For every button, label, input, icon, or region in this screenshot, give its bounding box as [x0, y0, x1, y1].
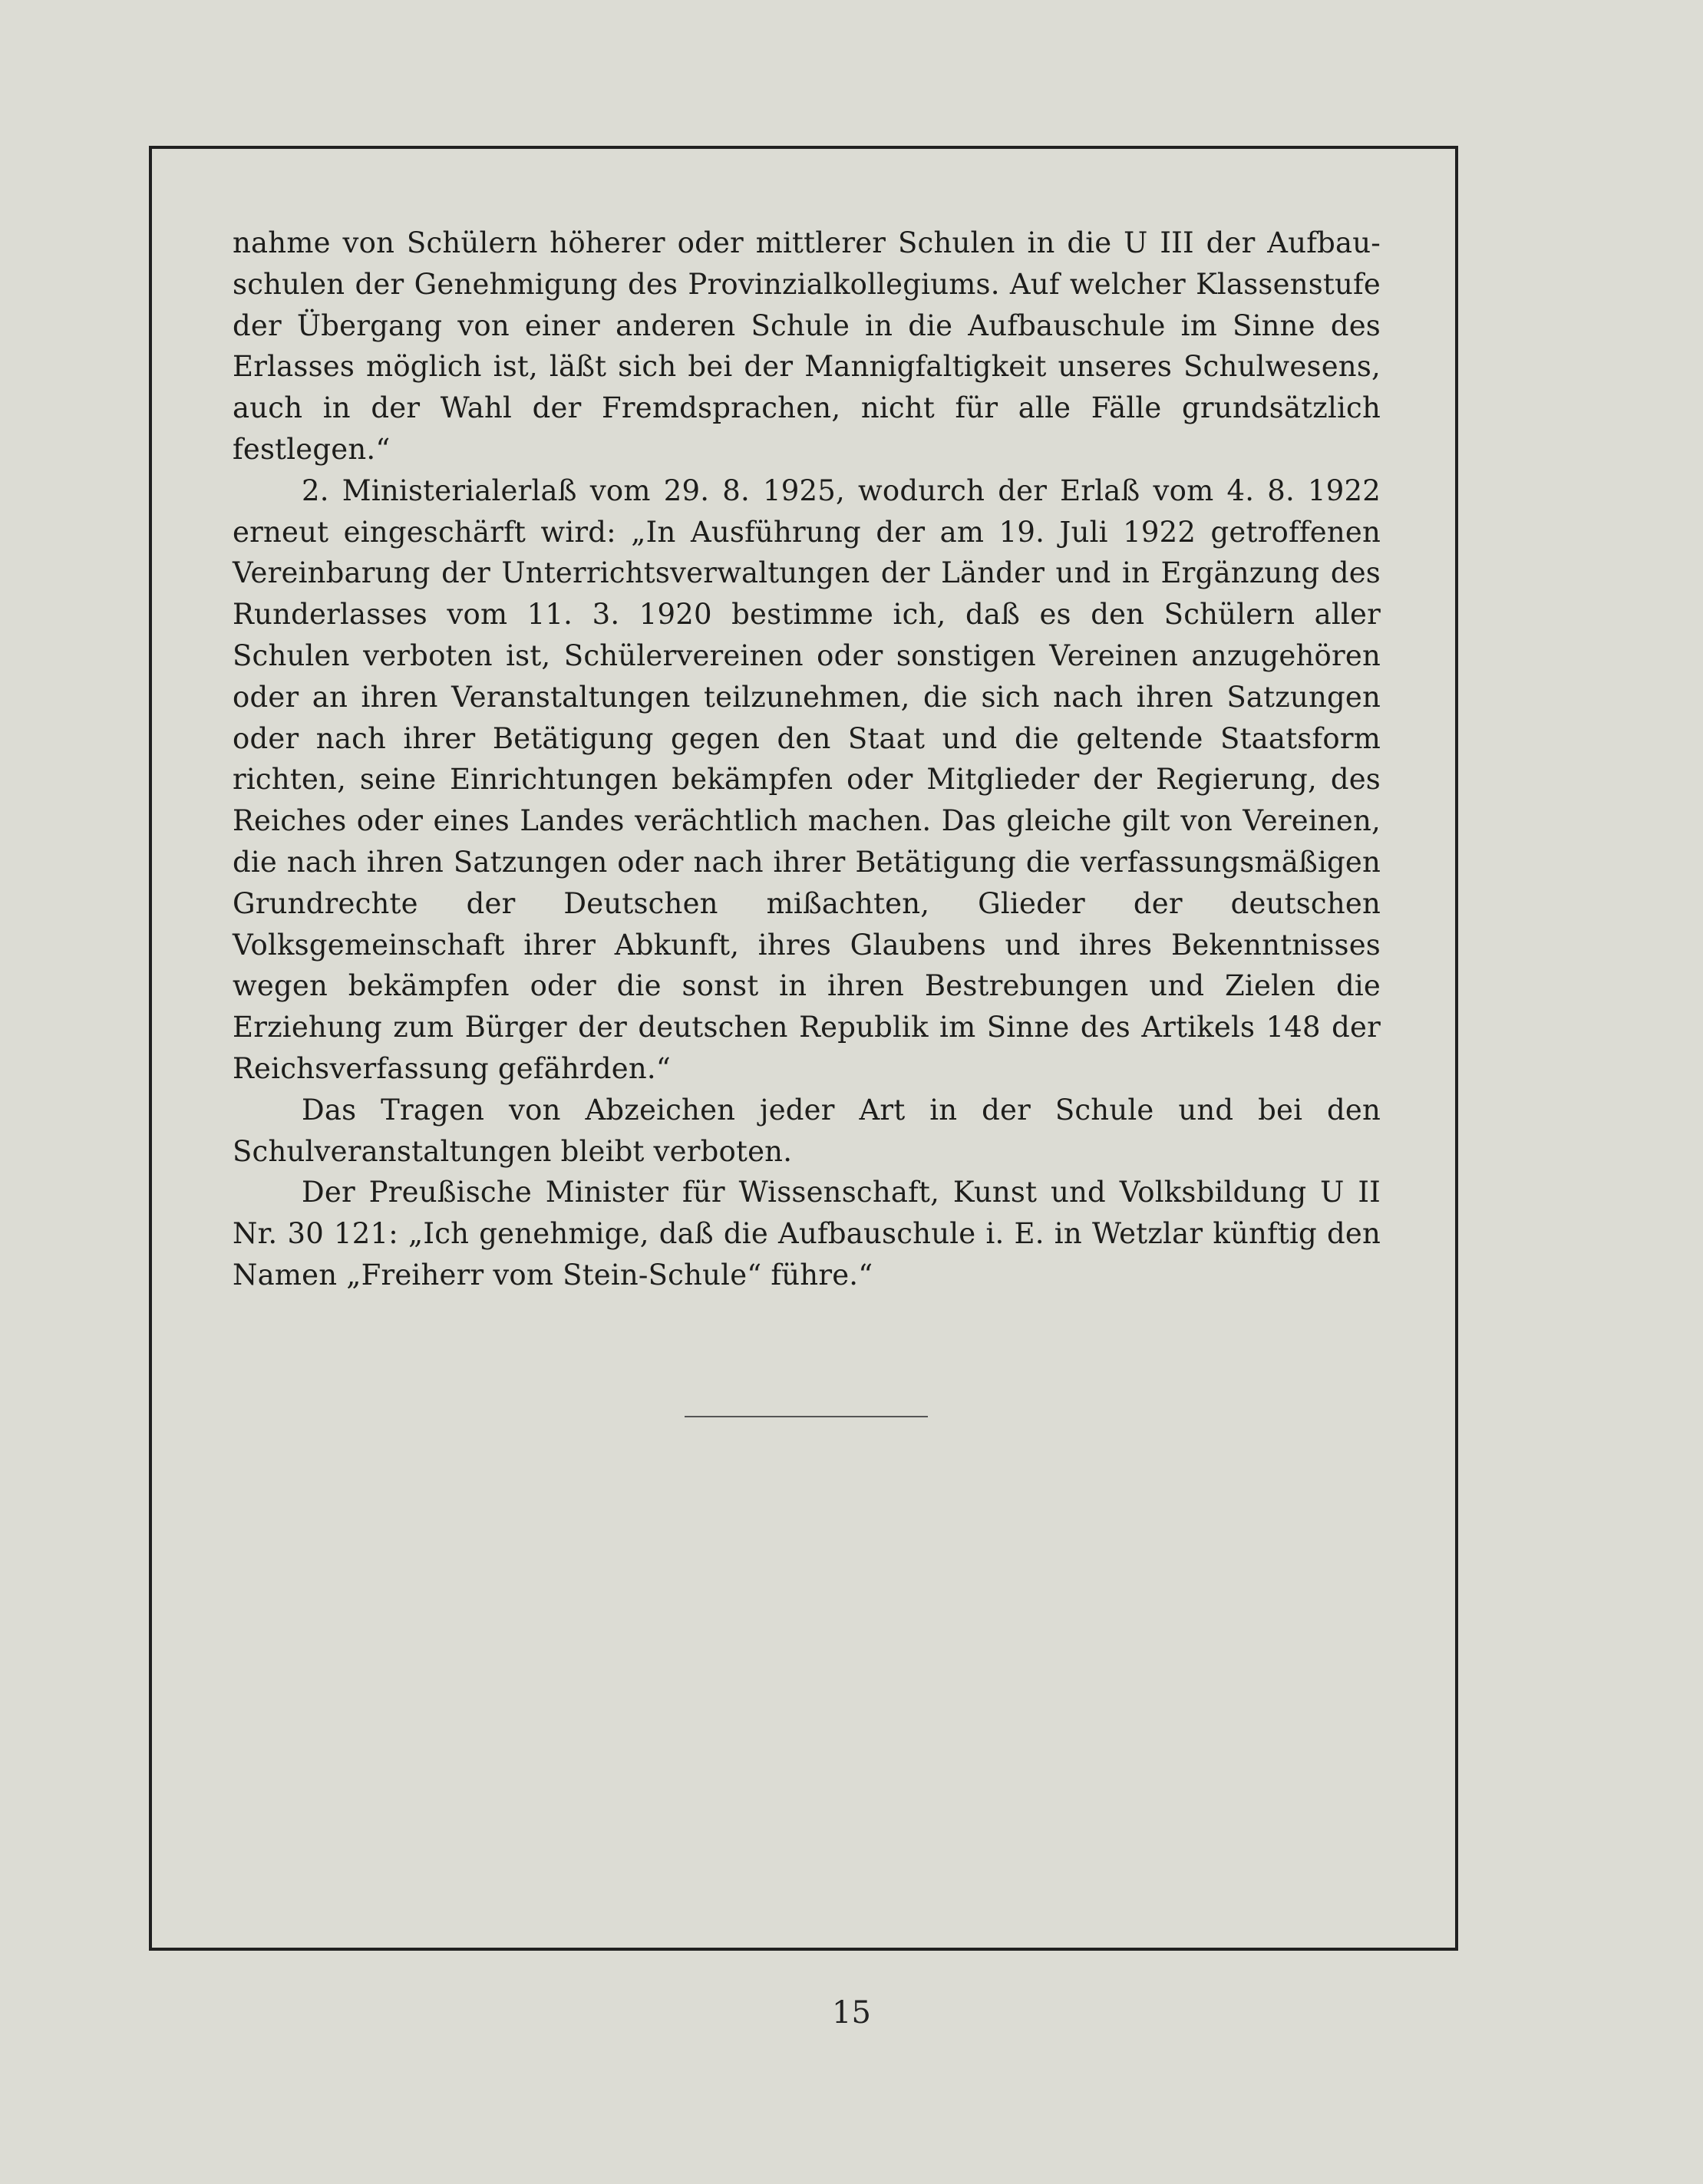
paragraph-school-name: Der Preußische Minister für Wissenschaft, Kunst und Volksbildung U II Nr. 30 121: „Ich genehmige, daß die Aufbauschule i. E. in Wetzlar künftig den Namen „Freiherr vom Stein-Schule“ führe.“: [233, 1176, 1381, 1292]
page-number: 15: [832, 1995, 871, 2031]
section-divider: [685, 1416, 928, 1417]
body-text: [233, 223, 1381, 1296]
paragraph-badges: Das Tragen von Abzeichen jeder Art in der Schule und bei den Schulveranstaltungen bleibt verboten.: [233, 1093, 1381, 1168]
paragraph-continuation: nahme von Schülern höherer oder mittlerer Schulen in die U III der Aufbau-schulen der Genehmigung des Provinzialkollegiums. Auf welcher Klassenstufe der Übergang von einer anderen Schule in die Aufbauschule im Sinne des Erlasses möglich ist, läßt sich bei der Mannigfaltigkeit unseres Schulwesens, auch in der Wahl der Fremdsprachen, nicht für alle Fälle grundsätzlich festlegen.“: [233, 226, 1381, 466]
paragraph-ministerial-decree: 2. Ministerialerlaß vom 29. 8. 1925, wodurch der Erlaß vom 4. 8. 1922 erneut eingeschärft wird: „In Ausführung der am 19. Juli 1922 getroffenen Vereinbarung der Unterrichtsverwaltungen der Länder und in Ergänzung des Runderlasses vom 11. 3. 1920 bestimme ich, daß es den Schülern aller Schulen verboten ist, Schülervereinen oder sonstigen Vereinen anzugehören oder an ihren Veranstaltungen teilzunehmen, die sich nach ihren Satzungen oder nach ihrer Betätigung gegen den Staat und die geltende Staatsform richten, seine Einrichtungen bekämpfen oder Mitglieder der Regierung, des Reiches oder eines Landes verächtlich machen. Das gleiche gilt von Vereinen, die nach ihren Satzungen oder nach ihrer Betätigung die verfassungsmäßigen Grundrechte der Deutschen mißachten, Glieder der deutschen Volksgemeinschaft ihrer Abkunft, ihres Glaubens und ihres Bekenntnisses wegen bekämpfen oder die sonst in ihren Bestrebungen und Zielen die Erziehung zum Bürger der deutschen Republik im Sinne des Artikels 148 der Reichsverfassung gefährden.“: [233, 473, 1381, 1085]
